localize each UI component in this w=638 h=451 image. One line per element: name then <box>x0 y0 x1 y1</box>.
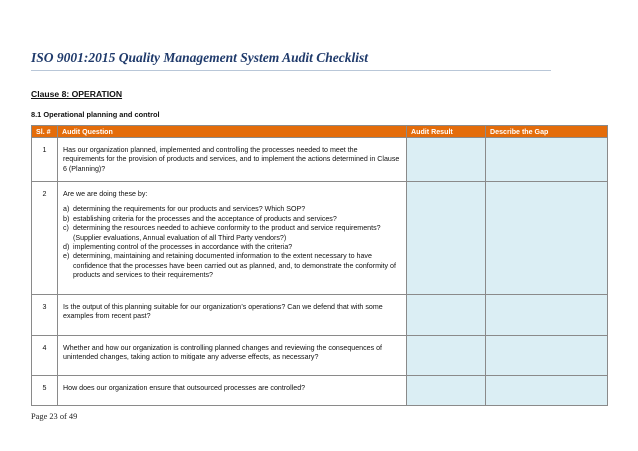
question-text: Is the output of this planning suitable for our organization’s operations? Can we defend that with some examples from recent past? <box>63 303 383 321</box>
list-item-letter: a) <box>63 205 70 214</box>
gap-description-cell[interactable] <box>486 336 608 376</box>
table-row <box>32 295 608 336</box>
row-number: 5 <box>32 376 58 406</box>
audit-result-cell[interactable] <box>407 182 486 295</box>
list-item <box>63 215 400 224</box>
header-audit-question: Audit Question <box>58 126 407 138</box>
audit-result-cell[interactable] <box>407 336 486 376</box>
row-number: 3 <box>32 295 58 336</box>
audit-question <box>58 295 407 336</box>
header-sl: Sl. # <box>32 126 58 138</box>
criteria-list <box>63 205 400 280</box>
table-header-row <box>32 126 608 138</box>
list-item-letter: d) <box>63 243 70 252</box>
row-number: 1 <box>32 138 58 182</box>
list-item-letter: e) <box>63 252 70 261</box>
header-audit-result: Audit Result <box>407 126 486 138</box>
list-item-text: determining the resources needed to achieve conformity to the product and service requirements? (Supplier evaluations, Annual evaluation of all Third Party vendors?) <box>73 224 381 242</box>
header-describe-gap: Describe the Gap <box>486 126 608 138</box>
question-text: How does our organization ensure that outsourced processes are controlled? <box>63 384 306 392</box>
row-number: 2 <box>32 182 58 295</box>
table-row <box>32 376 608 406</box>
audit-result-cell[interactable] <box>407 138 486 182</box>
gap-description-cell[interactable] <box>486 138 608 182</box>
list-item <box>63 205 400 214</box>
gap-description-cell[interactable] <box>486 182 608 295</box>
title-divider <box>31 70 551 71</box>
table-row <box>32 182 608 295</box>
list-item-letter: b) <box>63 214 70 223</box>
page-number: Page 23 of 49 <box>31 412 78 421</box>
question-text: Has our organization planned, implemented and controlling the processes needed to meet the requirements for the provision of products and services, and to implement the actions determined in Clause 6 (Planning)? <box>63 146 400 173</box>
audit-question <box>58 138 407 182</box>
list-item-text: determining the requirements for our products and services? Which SOP? <box>73 205 306 214</box>
list-item <box>63 243 400 252</box>
table-row <box>32 336 608 376</box>
list-item <box>63 224 400 243</box>
audit-question <box>58 376 407 406</box>
question-text: Whether and how our organization is controlling planned changes and reviewing the consequences of unintended changes, taking action to mitigate any adverse effects, as necessary? <box>63 344 383 362</box>
audit-result-cell[interactable] <box>407 376 486 406</box>
audit-question <box>58 182 407 295</box>
question-text: Are we are doing these by: <box>63 190 148 198</box>
gap-description-cell[interactable] <box>486 295 608 336</box>
clause-heading: Clause 8: OPERATION <box>31 89 123 99</box>
list-item-text: establishing criteria for the processes and the acceptance of products and services? <box>73 214 337 223</box>
row-number: 4 <box>32 336 58 376</box>
subclause-heading: 8.1 Operational planning and control <box>31 110 160 119</box>
list-item <box>63 252 400 280</box>
document-title: ISO 9001:2015 Quality Management System Audit Checklist <box>31 50 369 65</box>
audit-question <box>58 336 407 376</box>
list-item-text: determining, maintaining and retaining documented information to the extent necessary to have confidence that the processes have been carried out as planned, and, to demonstrate the conformity of products and services to their requirements? <box>73 252 396 280</box>
gap-description-cell[interactable] <box>486 376 608 406</box>
list-item-text: implementing control of the processes in accordance with the criteria? <box>73 243 293 252</box>
list-item-letter: c) <box>63 224 69 233</box>
audit-result-cell[interactable] <box>407 295 486 336</box>
audit-checklist-table <box>31 125 608 406</box>
table-row <box>32 138 608 182</box>
